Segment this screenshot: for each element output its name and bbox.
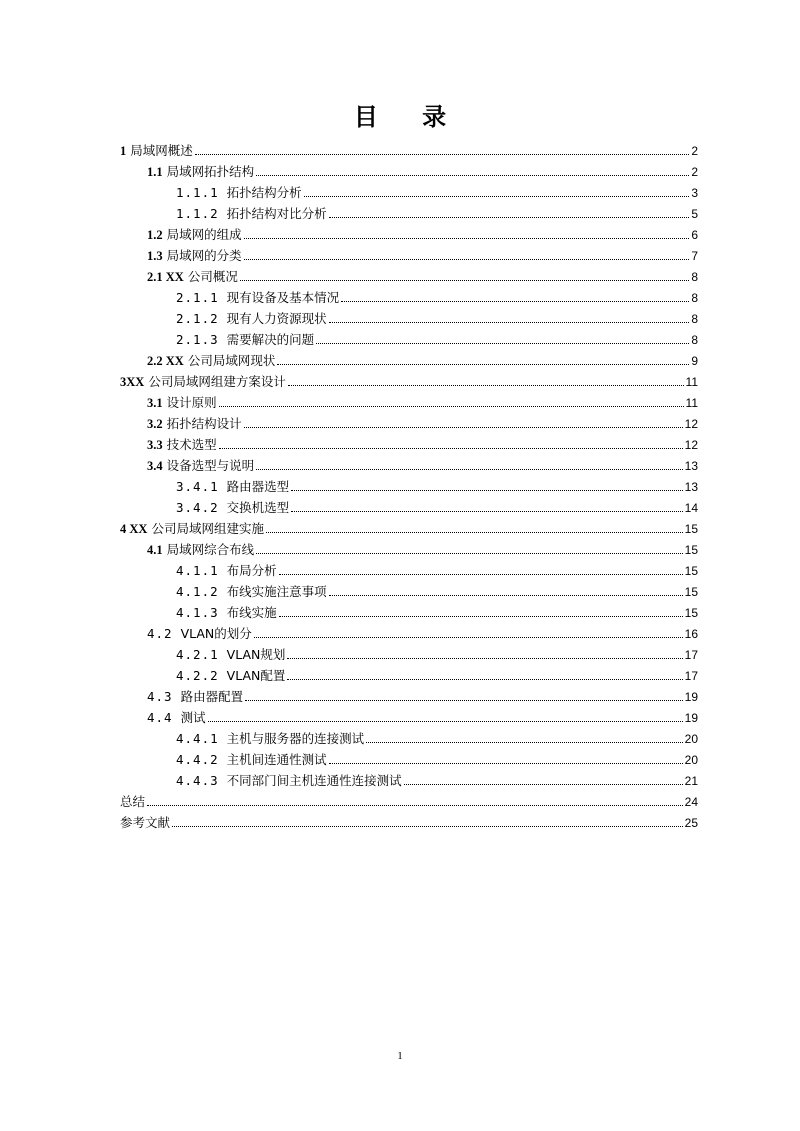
toc-entry-page: 16	[684, 627, 698, 641]
toc-entry-page: 7	[691, 249, 698, 263]
toc-entry-page: 13	[684, 480, 698, 494]
toc-entry-title: 技术选型	[166, 437, 217, 452]
toc-dot-leader	[279, 603, 683, 617]
toc-entry-page: 20	[684, 753, 698, 767]
toc-entry-title: 布线实施	[226, 605, 277, 620]
toc-entry[interactable]	[176, 603, 698, 623]
toc-entry-title: 不同部门间主机连通性连接测试	[226, 773, 402, 788]
toc-entry-title: VLAN规划	[226, 647, 286, 662]
toc-dot-leader	[277, 351, 689, 365]
toc-entry-number: 3.3	[147, 438, 163, 452]
toc-entry-number: 1.2	[147, 228, 163, 242]
toc-entry-number: 4.4.1	[176, 731, 219, 746]
toc-dot-leader	[195, 141, 690, 155]
toc-dot-leader	[172, 813, 683, 827]
toc-entry[interactable]	[120, 813, 698, 833]
toc-entry-title: 公司概况	[187, 269, 238, 284]
toc-entry-page: 8	[691, 270, 698, 284]
toc-entry-page: 8	[691, 333, 698, 347]
toc-entry[interactable]	[176, 645, 698, 665]
toc-entry[interactable]	[120, 519, 698, 539]
toc-entry-number: 4.3	[147, 689, 173, 704]
toc-entry-page: 24	[684, 795, 698, 809]
toc-entry-page: 9	[691, 354, 698, 368]
toc-entry-page: 15	[684, 564, 698, 578]
toc-dot-leader	[291, 477, 682, 491]
toc-dot-leader	[256, 162, 689, 176]
toc-entry-title: 路由器选型	[226, 479, 290, 494]
toc-entry-number: 1.3	[147, 249, 163, 263]
toc-entry[interactable]	[147, 393, 698, 413]
toc-entry-page: 11	[685, 396, 698, 410]
toc-entry-page: 8	[691, 291, 698, 305]
toc-dot-leader	[240, 267, 689, 281]
toc-entry-number: 4.1.2	[176, 584, 219, 599]
toc-entry[interactable]	[120, 141, 698, 161]
toc-entry-title: 局域网的分类	[166, 248, 242, 263]
toc-dot-leader	[244, 225, 690, 239]
toc-entry-number: 2.1 XX	[147, 270, 184, 284]
toc-entry[interactable]	[147, 246, 698, 266]
toc-entry-title: 路由器配置	[180, 689, 244, 704]
toc-entry-title: 设备选型与说明	[166, 458, 255, 473]
toc-dot-leader	[341, 288, 689, 302]
toc-dot-leader	[245, 687, 683, 701]
toc-entry-page: 17	[684, 669, 698, 683]
toc-entry-page: 17	[684, 648, 698, 662]
toc-entry[interactable]	[120, 792, 698, 812]
toc-dot-leader	[208, 708, 683, 722]
toc-entry-number: 4.4.3	[176, 773, 219, 788]
toc-entry-title: 布局分析	[226, 563, 277, 578]
toc-entry-number: 3.4	[147, 459, 163, 473]
toc-dot-leader	[304, 183, 690, 197]
toc-entry-title: 交换机选型	[226, 500, 290, 515]
toc-entry[interactable]	[176, 666, 698, 686]
toc-dot-leader	[254, 624, 683, 638]
toc-entry[interactable]	[147, 267, 698, 287]
toc-dot-leader	[256, 540, 683, 554]
toc-entry-page: 19	[684, 711, 698, 725]
toc-entry-number: 4.4.2	[176, 752, 219, 767]
toc-entry[interactable]	[176, 183, 698, 203]
toc-entry-number: 1.1	[147, 165, 163, 179]
toc-entry[interactable]	[176, 288, 698, 308]
toc-entry-number: 4.1.1	[176, 563, 219, 578]
toc-entry-number: 2.1.1	[176, 290, 219, 305]
toc-entry-number: 3.4.2	[176, 500, 219, 515]
toc-entry-title: 测试	[180, 710, 206, 725]
toc-entry[interactable]	[176, 309, 698, 329]
toc-entry-title: 局域网概述	[130, 143, 193, 158]
toc-dot-leader	[287, 645, 682, 659]
toc-entry-title: 公司局域网组建实施	[151, 521, 264, 536]
toc-entry-page: 6	[691, 228, 698, 242]
toc-entry-title: 主机间连通性测试	[226, 752, 327, 767]
toc-entry[interactable]	[176, 330, 698, 350]
toc-entry-title: 公司局域网现状	[187, 353, 276, 368]
toc-entry-number: 4.1.3	[176, 605, 219, 620]
toc-entry-page: 15	[684, 585, 698, 599]
toc-entry-title: 拓扑结构设计	[166, 416, 242, 431]
toc-entry-title: 设计原则	[166, 395, 217, 410]
toc-entry[interactable]	[147, 708, 698, 728]
toc-entry-page: 25	[684, 816, 698, 830]
toc-entry-page: 12	[684, 417, 698, 431]
toc-entry-number: 3.4.1	[176, 479, 219, 494]
toc-entry[interactable]	[176, 498, 698, 518]
toc-entry[interactable]	[176, 561, 698, 581]
toc-dot-leader	[329, 309, 690, 323]
toc-entry-title: 拓扑结构对比分析	[226, 206, 327, 221]
toc-entry-page: 3	[691, 186, 698, 200]
toc-entry-number: 3.1	[147, 396, 163, 410]
toc-dot-leader	[404, 771, 683, 785]
toc-entry-page: 14	[684, 501, 698, 515]
toc-entry[interactable]	[120, 372, 698, 392]
toc-dot-leader	[329, 204, 690, 218]
toc-entry-page: 19	[684, 690, 698, 704]
toc-entry[interactable]	[147, 351, 698, 371]
toc-entry-page: 12	[684, 438, 698, 452]
toc-dot-leader	[266, 519, 683, 533]
page-title: 目 录	[353, 103, 465, 131]
toc-entry-title: 参考文献	[120, 815, 171, 830]
toc-entry[interactable]	[176, 729, 698, 749]
toc-entry[interactable]	[176, 771, 698, 791]
toc-entry-title: 拓扑结构分析	[226, 185, 302, 200]
toc-dot-leader	[291, 498, 682, 512]
toc-entry-number: 3.2	[147, 417, 163, 431]
toc-entry-page: 11	[685, 375, 698, 389]
toc-entry-title: VLAN配置	[226, 668, 286, 683]
toc-entry-number: 4.2.1	[176, 647, 219, 662]
toc-dot-leader	[366, 729, 682, 743]
toc-entry-number: 3XX	[120, 375, 145, 389]
toc-entry-title: 布线实施注意事项	[226, 584, 327, 599]
toc-entry-title: 公司局域网组建方案设计	[148, 374, 286, 389]
toc-entry-number: 4 XX	[120, 522, 148, 536]
toc-dot-leader	[279, 561, 683, 575]
toc-entry[interactable]	[176, 204, 698, 224]
toc-entry[interactable]	[176, 477, 698, 497]
toc-entry-page: 21	[684, 774, 698, 788]
toc-entry-page: 15	[684, 543, 698, 557]
toc-dot-leader	[219, 393, 684, 407]
toc-entry[interactable]	[176, 750, 698, 770]
toc-entry-number: 4.1	[147, 543, 163, 557]
toc-entry-page: 20	[684, 732, 698, 746]
toc-dot-leader	[244, 414, 683, 428]
toc-dot-leader	[256, 456, 683, 470]
toc-entry-title: 主机与服务器的连接测试	[226, 731, 365, 746]
toc-dot-leader	[287, 666, 682, 680]
toc-entry-title: 局域网拓扑结构	[166, 164, 255, 179]
toc-entry-page: 15	[684, 522, 698, 536]
toc-entry-number: 1.1.2	[176, 206, 219, 221]
page-number: 1	[397, 1050, 403, 1062]
toc-entry[interactable]	[176, 582, 698, 602]
toc-entry-title: VLAN的划分	[180, 626, 252, 641]
toc-entry-title: 局域网综合布线	[166, 542, 255, 557]
toc-entry-number: 4.2	[147, 626, 173, 641]
toc-entry[interactable]	[147, 624, 698, 644]
toc-dot-leader	[329, 582, 683, 596]
toc-dot-leader	[219, 435, 683, 449]
toc-entry-number: 4.4	[147, 710, 173, 725]
toc-entry-page: 2	[691, 165, 698, 179]
toc-entry-page: 2	[691, 144, 698, 158]
toc-entry[interactable]	[147, 414, 698, 434]
toc-dot-leader	[288, 372, 684, 386]
toc-dot-leader	[244, 246, 690, 260]
toc-entry-number: 2.1.2	[176, 311, 219, 326]
toc-entry[interactable]	[147, 162, 698, 182]
toc-dot-leader	[147, 792, 683, 806]
toc-entry-title: 局域网的组成	[166, 227, 242, 242]
toc-entry-title: 总结	[120, 794, 146, 809]
toc-entry-page: 5	[691, 207, 698, 221]
toc-entry-title: 现有人力资源现状	[226, 311, 327, 326]
toc-entry-page: 8	[691, 312, 698, 326]
toc-dot-leader	[329, 750, 683, 764]
toc-entry[interactable]	[147, 435, 698, 455]
toc-entry-title: 需要解决的问题	[226, 332, 315, 347]
toc-entry-title: 现有设备及基本情况	[226, 290, 340, 305]
toc-entry-number: 2.2 XX	[147, 354, 184, 368]
toc-entry-page: 15	[684, 606, 698, 620]
toc-entry-page: 13	[684, 459, 698, 473]
toc-entry-number: 4.2.2	[176, 668, 219, 683]
toc-entry-number: 2.1.3	[176, 332, 219, 347]
toc-entry[interactable]	[147, 456, 698, 476]
toc-entry[interactable]	[147, 225, 698, 245]
toc-entry[interactable]	[147, 540, 698, 560]
toc-entry-number: 1.1.1	[176, 185, 219, 200]
toc-entry-number: 1	[120, 144, 127, 158]
toc-dot-leader	[316, 330, 689, 344]
toc-entry[interactable]	[147, 687, 698, 707]
